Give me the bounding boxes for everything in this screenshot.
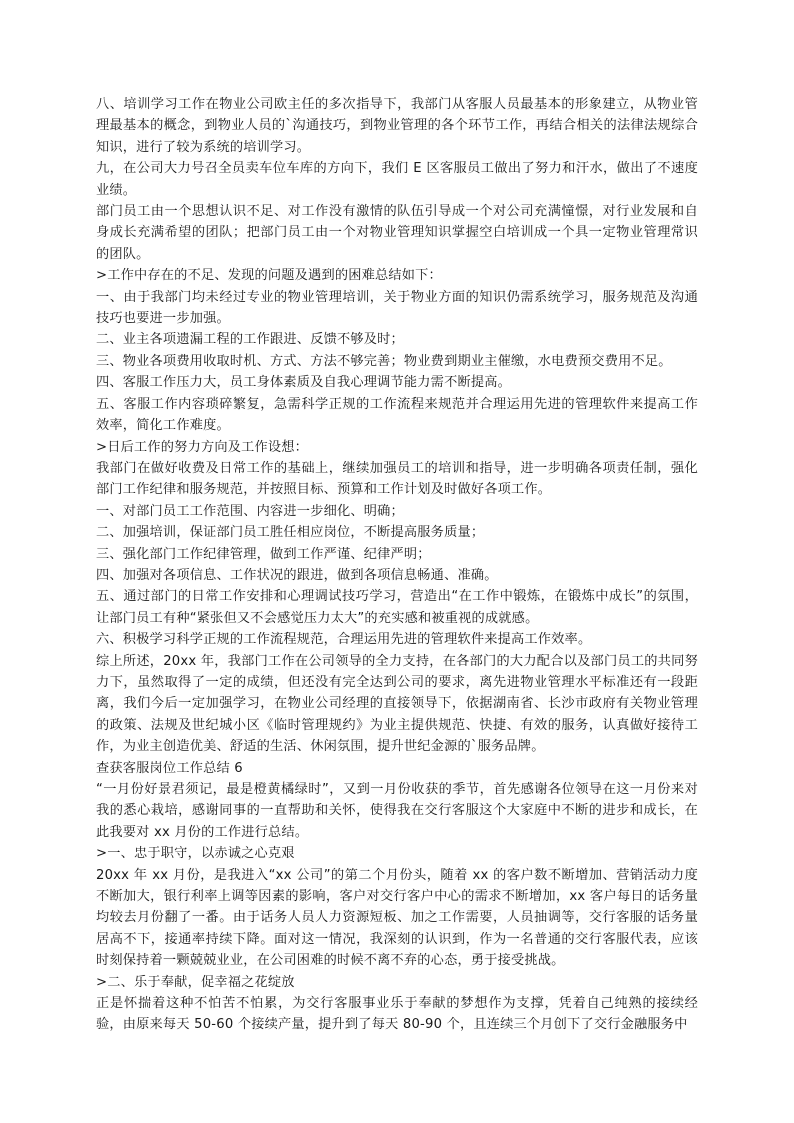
- problem-item-3: 三、物业各项费用收取时机、方式、方法不够完善；物业费到期业主催缴，水电费预交费用不足。: [96, 353, 672, 369]
- problem-item-5: 五、客服工作内容琐碎繁复，急需科学正规的工作流程来规范并合理运用先进的管理软件来提高工作效率，简化工作难度。: [96, 396, 698, 434]
- paragraph-january-intro: “一月份好景君须记，最是橙黄橘绿时”，又到一月份收获的季节，首先感谢各位领导在这一月份来对我的悉心栽培，感谢同事的一直帮助和关怀，使得我在交行客服这个大家庭中不断的进步和成长，在此我要对 xx 月份的工作进行总结。: [96, 782, 698, 840]
- paragraph-team-growth: 部门员工由一个思想认识不足、对工作没有激情的队伍引导成一个对公司充满憧憬，对行业发展和自身成长充满希望的团队；把部门员工由一个对物业管理知识掌握空白培训成一个具一定物业管理常识的团队。: [96, 204, 698, 262]
- paragraph-training: 八、培训学习工作在物业公司欧主任的多次指导下，我部门从客服人员最基本的形象建立，从物业管理最基本的概念，到物业人员的`沟通技巧，到物业管理的各个环节工作，再结合相关的法律法规综合知识，进行了较为系统的培训学习。: [96, 97, 698, 155]
- plan-item-2: 二、加强培训，保证部门员工胜任相应岗位，不断提高服务质量；: [96, 525, 485, 541]
- plan-item-1: 一、对部门员工工作范围、内容进一步细化、明确；: [96, 503, 404, 519]
- problem-item-4: 四、客服工作压力大，员工身体素质及自我心理调节能力需不断提高。: [96, 375, 512, 391]
- paragraph-loyalty: 20xx 年 xx 月份，是我进入“xx 公司”的第二个月份头，随着 xx 的客户数不断增加、营销活动力度不断加大，银行利率上调等因素的影响，客户对交行客户中心的需求不断增加，xx 客户每日的话务量均较去月份翻了一番。由于话务人员人力资源短板、加之工作需要，人员抽调等，交行客服的话务量居高不下，接通率持续下降。面对这一情况，我深刻的认识到，作为一名普通的交行客服代表，应该时刻保持着一颗兢兢业业，在公司困难的时候不离不弃的心态，勇于接受挑战。: [96, 867, 698, 969]
- section-heading-loyalty: >一、忠于职守，以赤诚之心克艰: [96, 846, 295, 862]
- section-heading-dedication: >二、乐于奉献，促幸福之花绽放: [96, 974, 295, 990]
- problem-item-2: 二、业主各项遗漏工程的工作跟进、反馈不够及时；: [96, 332, 404, 348]
- problem-item-1: 一、由于我部门均未经过专业的物业管理培训，关于物业方面的知识仍需系统学习，服务规范及沟通技巧也要进一步加强。: [96, 289, 698, 327]
- plan-intro: 我部门在做好收费及日常工作的基础上，继续加强员工的培训和指导，进一步明确各项责任制，强化部门工作纪律和服务规范，并按照目标、预算和工作计划及时做好各项工作。: [96, 460, 698, 498]
- paragraph-conclusion: 综上所述，20xx 年，我部门工作在公司领导的全力支持，在各部门的大力配合以及部门员工的共同努力下，虽然取得了一定的成绩，但还没有完全达到公司的要求，离先进物业管理水平标准还有一段距离，我们今后一定加强学习，在物业公司经理的直接领导下，依据湖南省、长沙市政府有关物业管理的政策、法规及世纪城小区《临时管理规约》为业主提供规范、快捷、有效的服务，认真做好接待工作，为业主创造优美、舒适的生活、休闲氛围，提升世纪金源的`服务品牌。: [96, 653, 698, 755]
- plan-item-3: 三、强化部门工作纪律管理，做到工作严谨、纪律严明；: [96, 546, 431, 562]
- section-heading-problems: >工作中存在的不足、发现的问题及遇到的困难总结如下：: [96, 268, 442, 284]
- plan-item-6: 六、积极学习科学正规的工作流程规范，合理运用先进的管理软件来提高工作效率。: [96, 632, 592, 648]
- paragraph-dedication: 正是怀揣着这种不怕苦不怕累，为交行客服事业乐于奉献的梦想作为支撑，凭着自己纯熟的接续经验，由原来每天 50-60 个接续产量，提升到了每天 80-90 个，且连续三个月创下了交行金融服务中: [96, 996, 698, 1033]
- section-title-summary-6: 查获客服岗位工作总结 6: [96, 760, 243, 776]
- document-body: [96, 94, 698, 1036]
- plan-item-5: 五、通过部门的日常工作安排和心理调试技巧学习，营造出“在工作中锻炼，在锻炼中成长”的氛围，让部门员工有种“紧张但又不会感觉压力太大”的充实感和被重视的成就感。: [96, 589, 698, 626]
- section-heading-plans: >日后工作的努力方向及工作设想：: [96, 439, 309, 455]
- paragraph-parking-sales: 九，在公司大力号召全员卖车位车库的方向下，我们 E 区客服员工做出了努力和汗水，做出了不速度业绩。: [96, 161, 698, 198]
- plan-item-4: 四、加强对各项信息、工作状况的跟进，做到各项信息畅通、准确。: [96, 567, 498, 583]
